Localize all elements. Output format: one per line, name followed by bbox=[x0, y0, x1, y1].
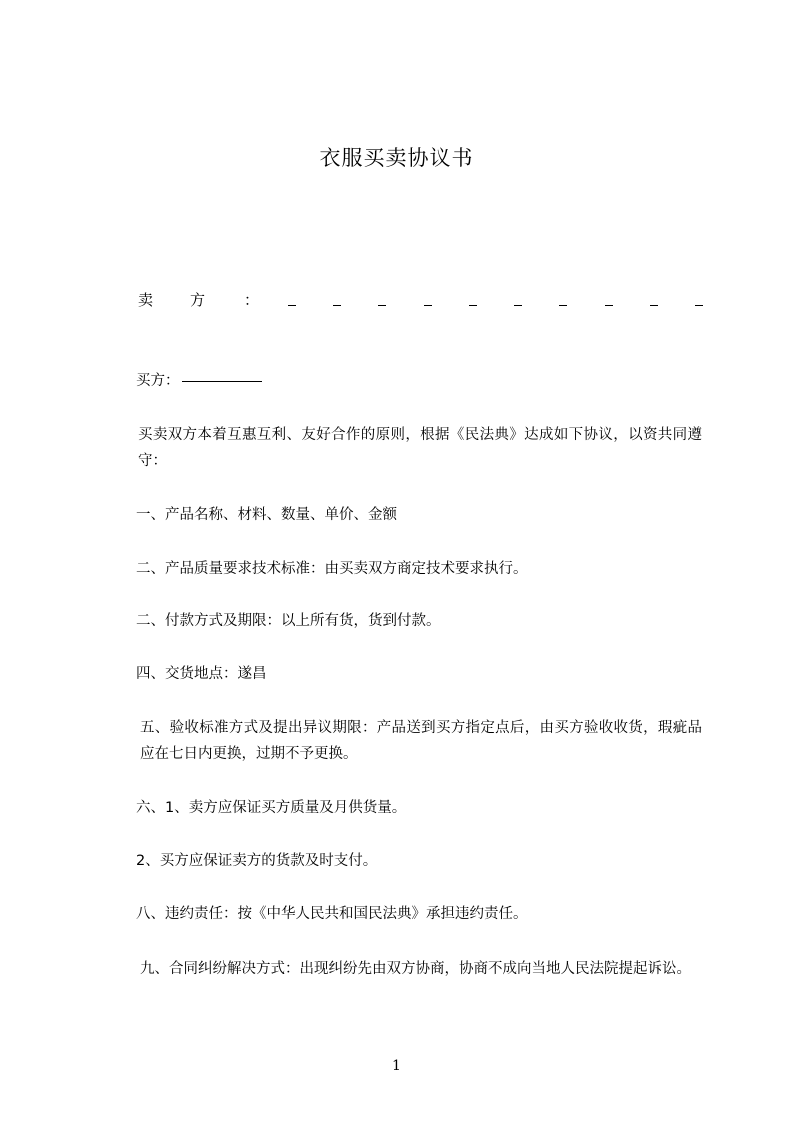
seller-blank bbox=[288, 290, 703, 310]
intro-paragraph: 买卖双方本着互惠互利、友好合作的原则，根据《民法典》达成如下协议，以资共同遵守： bbox=[138, 427, 702, 469]
buyer-line bbox=[136, 371, 262, 391]
clause-6-2: 2、买方应保证卖方的货款及时支付。 bbox=[136, 853, 378, 869]
clause-4: 四、交货地点：遂昌 bbox=[136, 666, 267, 682]
clause-9: 九、合同纠纷解决方式：出现纠纷先由双方协商，协商不成向当地人民法院提起诉讼。 bbox=[140, 961, 691, 977]
seller-label-char-1: 卖 bbox=[138, 291, 154, 309]
document-title: 衣服买卖协议书 bbox=[319, 146, 474, 170]
clause-2: 二、产品质量要求技术标准：由买卖双方商定技术要求执行。 bbox=[136, 561, 528, 577]
clause-5: 五、验收标准方式及提出异议期限：产品送到买方指定点后，由买方验收收货，瑕疵品应在七日内更换，过期不予更换。 bbox=[140, 720, 702, 762]
seller-label-colon: ： bbox=[244, 291, 260, 309]
page-number: 1 bbox=[392, 1058, 401, 1074]
clause-3: 二、付款方式及期限：以上所有货，货到付款。 bbox=[136, 613, 441, 629]
clause-6: 六、1、卖方应保证买方质量及月供货量。 bbox=[136, 800, 407, 816]
buyer-label: 买方： bbox=[136, 373, 180, 389]
seller-label-char-2: 方 bbox=[190, 291, 206, 309]
clause-1: 一、产品名称、材料、数量、单价、金额 bbox=[136, 507, 397, 523]
seller-line bbox=[138, 290, 703, 314]
buyer-blank bbox=[182, 381, 262, 382]
clause-8: 八、违约责任：按《中华人民共和国民法典》承担违约责任。 bbox=[136, 906, 528, 922]
